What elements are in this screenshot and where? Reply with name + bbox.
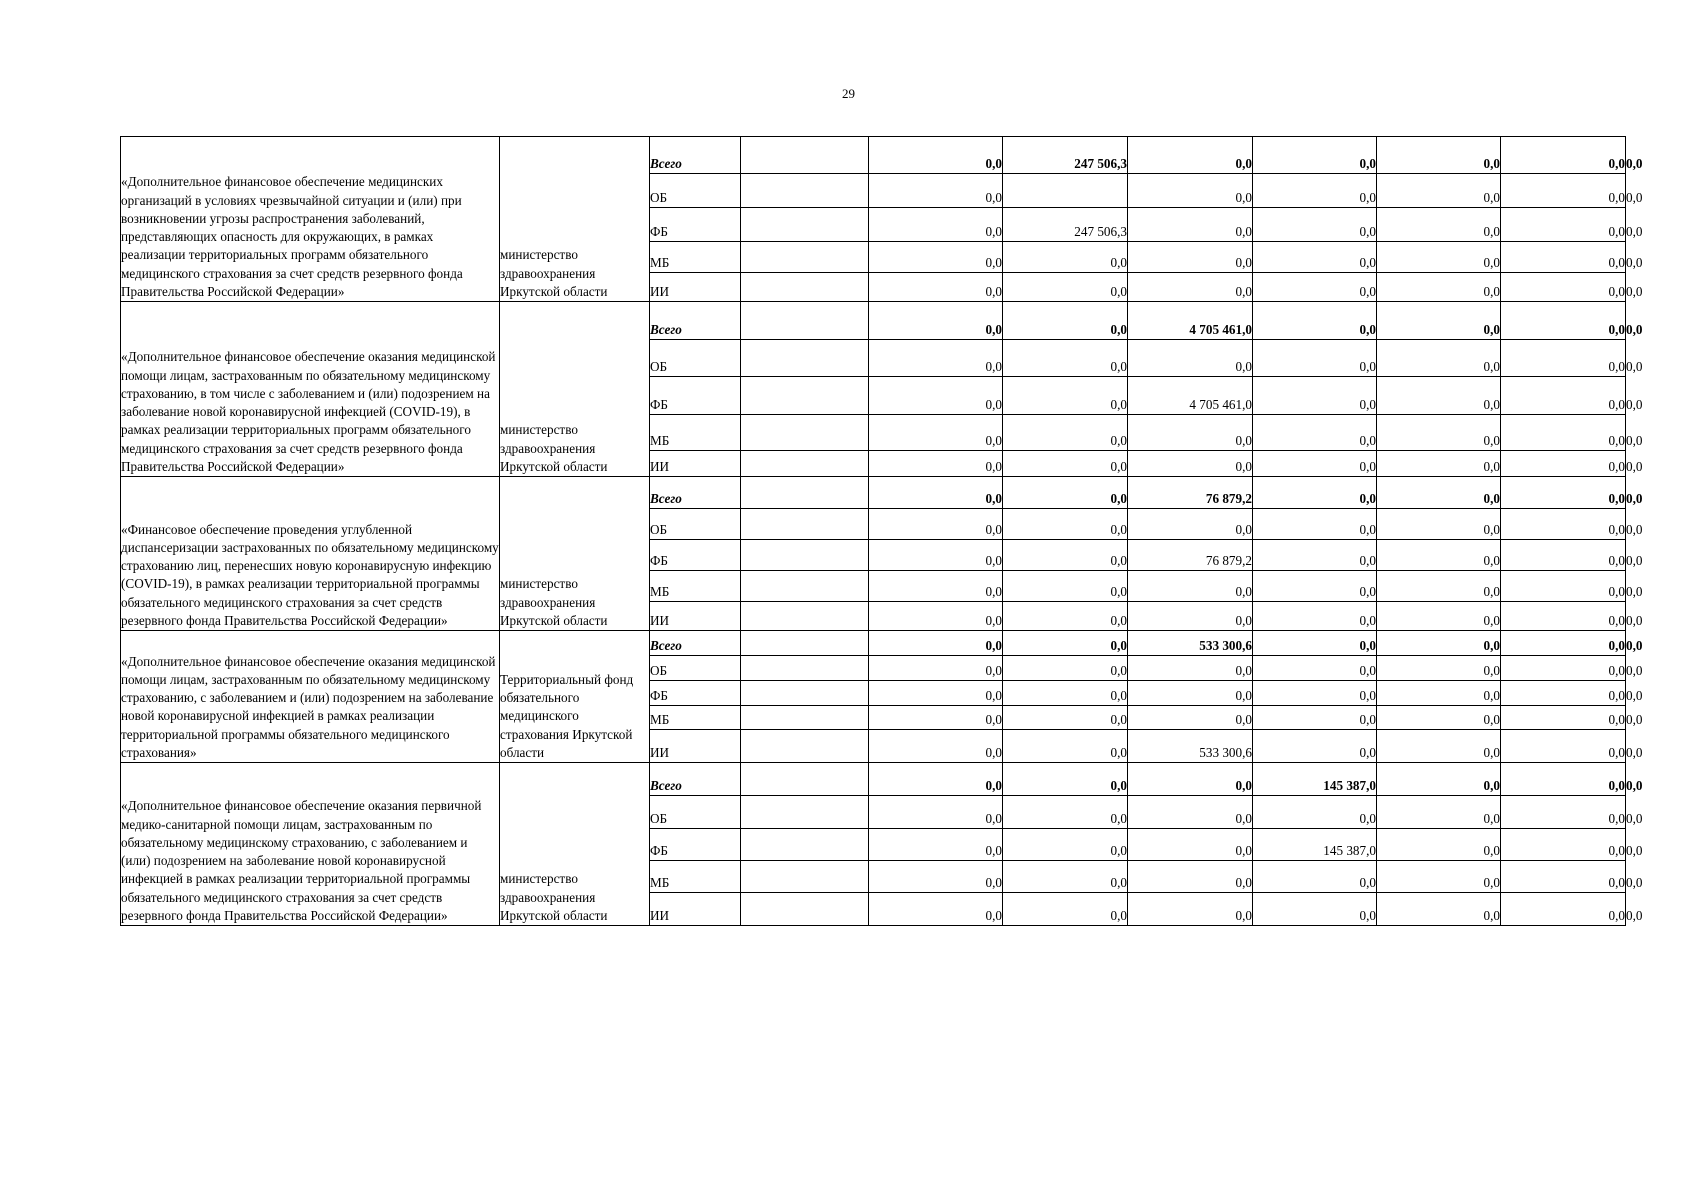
table-row: «Финансовое обеспечение проведения углубленной диспансеризации застрахованных по обязательному медицинскому страхованию лиц, перенесших новую коронавирусную инфекцию (COVID-19), в рамках реализации территориальной программы обязательного медицинского страхования за счет средств резервного фонда Правительства Российской Федерации» министерство здравоохранения Иркутской области Всего 0,0 0,0 76 879,2 0,0 0,0 0,0 0,0 bbox=[121, 477, 1626, 509]
funding-source: ИИ bbox=[650, 451, 741, 477]
amount-cell: 0,0 bbox=[1128, 861, 1253, 893]
amount-cell: 0,0 bbox=[1253, 540, 1377, 571]
table-row: ИИ 0,0 0,0 0,0 0,0 0,0 0,0 0,0 bbox=[121, 451, 1626, 477]
empty-cell bbox=[741, 477, 869, 509]
amount-cell: 0,0 bbox=[869, 540, 1003, 571]
amount-cell: 0,0 bbox=[1128, 208, 1253, 242]
amount-cell: 0,0 bbox=[1003, 540, 1128, 571]
amount-cell: 0,0 bbox=[1003, 861, 1128, 893]
empty-cell bbox=[741, 829, 869, 861]
funding-source: ОБ bbox=[650, 174, 741, 208]
amount-cell: 0,0 bbox=[1377, 706, 1501, 730]
funding-source: ОБ bbox=[650, 340, 741, 377]
amount-cell: 0,0 bbox=[1003, 763, 1128, 796]
table-row: МБ 0,0 0,0 0,0 0,0 0,0 0,0 0,0 bbox=[121, 706, 1626, 730]
table-row: ИИ 0,0 0,0 0,0 0,0 0,0 0,0 0,0 bbox=[121, 893, 1626, 926]
amount-cell: 0,0 bbox=[1003, 730, 1128, 763]
activity-description: «Финансовое обеспечение проведения углубленной диспансеризации застрахованных по обязательному медицинскому страхованию лиц, перенесших новую коронавирусную инфекцию (COVID-19), в рамках реализации территориальной программы обязательного медицинского страхования за счет средств резервного фонда Правительства Российской Федерации» bbox=[121, 477, 500, 631]
amount-cell: 0,0 bbox=[869, 509, 1003, 540]
amount-cell: 0,0 bbox=[1377, 340, 1501, 377]
amount-cell: 0,0 bbox=[1253, 302, 1377, 340]
amount-cell: 0,0 bbox=[1128, 451, 1253, 477]
amount-cell: 0,0 bbox=[1253, 656, 1377, 681]
table-row: ФБ 0,0 0,0 4 705 461,0 0,0 0,0 0,0 0,0 bbox=[121, 377, 1626, 415]
amount-cell: 0,0 bbox=[1501, 540, 1626, 571]
amount-cell: 0,0 bbox=[1128, 656, 1253, 681]
empty-cell bbox=[741, 242, 869, 273]
amount-cell: 0,0 bbox=[1253, 377, 1377, 415]
funding-source: Всего bbox=[650, 763, 741, 796]
table-row: ОБ 0,0 0,0 0,0 0,0 0,0 0,0 0,0 bbox=[121, 656, 1626, 681]
amount-cell: 0,0 bbox=[869, 602, 1003, 631]
amount-cell: 533 300,6 bbox=[1128, 730, 1253, 763]
amount-cell: 0,0 bbox=[1128, 571, 1253, 602]
amount-cell: 0,0 bbox=[1377, 451, 1501, 477]
activity-description: «Дополнительное финансовое обеспечение оказания медицинской помощи лицам, застрахованным по обязательному медицинскому страхованию, с заболеванием и (или) подозрением на заболевание новой коронавирусной инфекцией в рамках реализации территориальной программы обязательного медицинского страхования» bbox=[121, 631, 500, 763]
amount-cell: 145 387,0 bbox=[1253, 829, 1377, 861]
amount-cell: 0,0 bbox=[869, 631, 1003, 656]
amount-cell: 0,0 bbox=[869, 656, 1003, 681]
funding-source: ФБ bbox=[650, 540, 741, 571]
amount-cell: 0,0 bbox=[1003, 477, 1128, 509]
table-row: ОБ 0,0 0,0 0,0 0,0 0,0 0,0 0,0 bbox=[121, 796, 1626, 829]
amount-cell: 0,0 bbox=[1501, 302, 1626, 340]
amount-cell: 76 879,2 bbox=[1128, 540, 1253, 571]
amount-cell: 0,0 bbox=[1501, 571, 1626, 602]
activity-description: «Дополнительное финансовое обеспечение медицинских организаций в условиях чрезвычайной ситуации и (или) при возникновении угрозы распространения заболеваний, представляющих опасность для окружающих, в рамках реализации территориальных программ обязательного медицинского страхования за счет средств резервного фонда Правительства Российской Федерации» bbox=[121, 137, 500, 302]
amount-cell: 0,0 bbox=[1003, 656, 1128, 681]
funding-source: ФБ bbox=[650, 208, 741, 242]
amount-cell: 0,0 bbox=[869, 174, 1003, 208]
amount-cell: 0,0 bbox=[1253, 415, 1377, 451]
amount-cell: 0,0 bbox=[1501, 829, 1626, 861]
amount-cell: 0,0 bbox=[1377, 174, 1501, 208]
page-number: 29 bbox=[842, 86, 855, 101]
amount-cell: 0,0 bbox=[869, 137, 1003, 174]
amount-cell: 0,0 bbox=[1253, 730, 1377, 763]
amount-cell: 0,0 bbox=[1377, 509, 1501, 540]
funding-source: МБ bbox=[650, 706, 741, 730]
amount-cell: 0,0 bbox=[1003, 340, 1128, 377]
empty-cell bbox=[741, 137, 869, 174]
amount-cell: 0,0 bbox=[1501, 763, 1626, 796]
empty-cell bbox=[741, 631, 869, 656]
amount-cell: 0,0 bbox=[1377, 602, 1501, 631]
table-row: ИИ 0,0 0,0 0,0 0,0 0,0 0,0 0,0 bbox=[121, 602, 1626, 631]
amount-cell: 0,0 bbox=[1128, 706, 1253, 730]
amount-cell: 0,0 bbox=[869, 796, 1003, 829]
amount-cell: 0,0 bbox=[1377, 631, 1501, 656]
amount-cell: 533 300,6 bbox=[1128, 631, 1253, 656]
amount-cell: 0,0 bbox=[1501, 477, 1626, 509]
amount-cell: 0,0 bbox=[1501, 656, 1626, 681]
amount-cell: 0,0 bbox=[1003, 242, 1128, 273]
amount-cell: 0,0 bbox=[1501, 893, 1626, 926]
amount-cell: 0,0 bbox=[1377, 571, 1501, 602]
funding-source: ОБ bbox=[650, 509, 741, 540]
amount-cell: 0,0 bbox=[869, 273, 1003, 302]
amount-cell: 0,0 bbox=[1501, 681, 1626, 706]
amount-cell: 0,0 bbox=[1128, 829, 1253, 861]
amount-cell: 0,0 bbox=[1253, 137, 1377, 174]
amount-cell: 0,0 bbox=[1377, 829, 1501, 861]
amount-cell: 0,0 bbox=[1501, 730, 1626, 763]
amount-cell: 0,0 bbox=[1501, 415, 1626, 451]
amount-cell: 0,0 bbox=[869, 451, 1003, 477]
empty-cell bbox=[741, 602, 869, 631]
table-row: ФБ 0,0 0,0 76 879,2 0,0 0,0 0,0 0,0 bbox=[121, 540, 1626, 571]
amount-cell: 145 387,0 bbox=[1253, 763, 1377, 796]
empty-cell bbox=[741, 540, 869, 571]
amount-cell: 0,0 bbox=[1128, 681, 1253, 706]
amount-cell: 0,0 bbox=[1253, 242, 1377, 273]
amount-cell: 0,0 bbox=[1501, 509, 1626, 540]
empty-cell bbox=[741, 208, 869, 242]
amount-cell: 0,0 bbox=[869, 571, 1003, 602]
amount-cell: 4 705 461,0 bbox=[1128, 377, 1253, 415]
amount-cell: 0,0 bbox=[1253, 602, 1377, 631]
amount-cell: 0,0 bbox=[1003, 829, 1128, 861]
table-row: МБ 0,0 0,0 0,0 0,0 0,0 0,0 0,0 bbox=[121, 415, 1626, 451]
amount-cell: 0,0 bbox=[1003, 681, 1128, 706]
funding-source: ИИ bbox=[650, 273, 741, 302]
amount-cell: 0,0 bbox=[1253, 477, 1377, 509]
amount-cell: 0,0 bbox=[1377, 242, 1501, 273]
amount-cell: 0,0 bbox=[1377, 302, 1501, 340]
funding-source: ФБ bbox=[650, 829, 741, 861]
amount-cell: 0,0 bbox=[1377, 730, 1501, 763]
table-row: «Дополнительное финансовое обеспечение оказания медицинской помощи лицам, застрахованным по обязательному медицинскому страхованию, в том числе с заболеванием и (или) подозрением на заболевание новой коронавирусной инфекцией (COVID-19), в рамках реализации территориальных программ обязательного медицинского страхования за счет средств резервного фонда Правительства Российской Федерации» министерство здравоохранения Иркутской области Всего 0,0 0,0 4 705 461,0 0,0 0,0 0,0 0,0 bbox=[121, 302, 1626, 340]
table-row: МБ 0,0 0,0 0,0 0,0 0,0 0,0 0,0 bbox=[121, 861, 1626, 893]
amount-cell: 0,0 bbox=[1128, 602, 1253, 631]
amount-cell: 0,0 bbox=[869, 829, 1003, 861]
table-row: ОБ 0,0 0,0 0,0 0,0 0,0 0,0 bbox=[121, 174, 1626, 208]
funding-source: Всего bbox=[650, 137, 741, 174]
amount-cell: 0,0 bbox=[1128, 415, 1253, 451]
amount-cell: 0,0 bbox=[1253, 340, 1377, 377]
amount-cell: 0,0 bbox=[1253, 706, 1377, 730]
amount-cell bbox=[1003, 174, 1128, 208]
amount-cell: 0,0 bbox=[869, 861, 1003, 893]
amount-cell: 0,0 bbox=[869, 302, 1003, 340]
amount-cell: 0,0 bbox=[1377, 273, 1501, 302]
empty-cell bbox=[741, 861, 869, 893]
amount-cell: 0,0 bbox=[1253, 451, 1377, 477]
amount-cell: 0,0 bbox=[1501, 861, 1626, 893]
funding-source: ИИ bbox=[650, 602, 741, 631]
funding-source: Всего bbox=[650, 477, 741, 509]
amount-cell: 4 705 461,0 bbox=[1128, 302, 1253, 340]
amount-cell: 0,0 bbox=[1253, 571, 1377, 602]
empty-cell bbox=[741, 706, 869, 730]
funding-source: Всего bbox=[650, 302, 741, 340]
responsible-executor: министерство здравоохранения Иркутской области bbox=[500, 763, 650, 926]
amount-cell: 0,0 bbox=[1501, 706, 1626, 730]
amount-cell: 0,0 bbox=[1377, 540, 1501, 571]
amount-cell: 0,0 bbox=[1003, 602, 1128, 631]
amount-cell: 0,0 bbox=[869, 208, 1003, 242]
amount-cell: 0,0 bbox=[1377, 377, 1501, 415]
amount-cell: 0,0 bbox=[1003, 415, 1128, 451]
amount-cell: 0,0 bbox=[1003, 706, 1128, 730]
amount-cell: 0,0 bbox=[1501, 631, 1626, 656]
amount-cell: 0,0 bbox=[1128, 273, 1253, 302]
amount-cell: 0,0 bbox=[1501, 242, 1626, 273]
amount-cell: 0,0 bbox=[1501, 377, 1626, 415]
amount-cell: 0,0 bbox=[1003, 377, 1128, 415]
empty-cell bbox=[741, 415, 869, 451]
amount-cell: 0,0 bbox=[1003, 571, 1128, 602]
amount-cell: 0,0 bbox=[1377, 763, 1501, 796]
table-row: ОБ 0,0 0,0 0,0 0,0 0,0 0,0 0,0 bbox=[121, 509, 1626, 540]
amount-cell: 0,0 bbox=[1003, 796, 1128, 829]
amount-cell: 0,0 bbox=[1128, 174, 1253, 208]
amount-cell: 0,0 bbox=[1501, 451, 1626, 477]
amount-cell: 0,0 bbox=[1003, 509, 1128, 540]
amount-cell: 0,0 bbox=[1501, 340, 1626, 377]
empty-cell bbox=[741, 340, 869, 377]
amount-cell: 0,0 bbox=[1377, 137, 1501, 174]
amount-cell: 0,0 bbox=[869, 377, 1003, 415]
table-row: МБ 0,0 0,0 0,0 0,0 0,0 0,0 0,0 bbox=[121, 571, 1626, 602]
amount-cell: 0,0 bbox=[1501, 796, 1626, 829]
empty-cell bbox=[741, 656, 869, 681]
empty-cell bbox=[741, 509, 869, 540]
amount-cell: 0,0 bbox=[1003, 631, 1128, 656]
funding-source: Всего bbox=[650, 631, 741, 656]
table-row: ФБ 0,0 0,0 0,0 0,0 0,0 0,0 0,0 bbox=[121, 681, 1626, 706]
amount-cell: 0,0 bbox=[869, 706, 1003, 730]
amount-cell: 0,0 bbox=[1253, 861, 1377, 893]
amount-cell: 0,0 bbox=[1377, 656, 1501, 681]
amount-cell: 0,0 bbox=[1377, 796, 1501, 829]
responsible-executor: министерство здравоохранения Иркутской области bbox=[500, 137, 650, 302]
amount-cell: 0,0 bbox=[1377, 861, 1501, 893]
amount-cell: 0,0 bbox=[1377, 208, 1501, 242]
funding-source: ИИ bbox=[650, 893, 741, 926]
amount-cell: 0,0 bbox=[1377, 681, 1501, 706]
amount-cell: 0,0 bbox=[1128, 242, 1253, 273]
empty-cell bbox=[741, 893, 869, 926]
amount-cell: 0,0 bbox=[1253, 631, 1377, 656]
empty-cell bbox=[741, 730, 869, 763]
amount-cell: 0,0 bbox=[1501, 174, 1626, 208]
amount-cell: 0,0 bbox=[1501, 137, 1626, 174]
amount-cell: 0,0 bbox=[1377, 893, 1501, 926]
empty-cell bbox=[741, 302, 869, 340]
amount-cell: 0,0 bbox=[1501, 208, 1626, 242]
amount-cell: 0,0 bbox=[1501, 602, 1626, 631]
funding-source: МБ bbox=[650, 242, 741, 273]
amount-cell: 0,0 bbox=[1253, 509, 1377, 540]
funding-source: ИИ bbox=[650, 730, 741, 763]
amount-cell: 0,0 bbox=[869, 730, 1003, 763]
amount-cell: 247 506,3 bbox=[1003, 137, 1128, 174]
funding-source: ФБ bbox=[650, 681, 741, 706]
activity-description: «Дополнительное финансовое обеспечение оказания первичной медико-санитарной помощи лицам, застрахованным по обязательному медицинскому страхованию, с заболеванием и (или) подозрением на заболевание новой коронавирусной инфекцией в рамках реализации территориальной программы обязательного медицинского страхования за счет средств резервного фонда Правительства Российской Федерации» bbox=[121, 763, 500, 926]
amount-cell: 0,0 bbox=[1253, 208, 1377, 242]
amount-cell: 0,0 bbox=[1377, 415, 1501, 451]
responsible-executor: министерство здравоохранения Иркутской области bbox=[500, 477, 650, 631]
amount-cell: 0,0 bbox=[1003, 302, 1128, 340]
table-row: ОБ 0,0 0,0 0,0 0,0 0,0 0,0 0,0 bbox=[121, 340, 1626, 377]
amount-cell: 0,0 bbox=[869, 893, 1003, 926]
amount-cell: 0,0 bbox=[869, 242, 1003, 273]
table-row: ФБ 0,0 0,0 0,0 145 387,0 0,0 0,0 0,0 bbox=[121, 829, 1626, 861]
funding-source: ФБ bbox=[650, 377, 741, 415]
amount-cell: 0,0 bbox=[1501, 273, 1626, 302]
amount-cell: 0,0 bbox=[1128, 137, 1253, 174]
amount-cell: 0,0 bbox=[1003, 893, 1128, 926]
funding-source: МБ bbox=[650, 861, 741, 893]
amount-cell: 0,0 bbox=[1253, 681, 1377, 706]
amount-cell: 0,0 bbox=[1128, 893, 1253, 926]
amount-cell: 247 506,3 bbox=[1003, 208, 1128, 242]
responsible-executor: министерство здравоохранения Иркутской области bbox=[500, 302, 650, 477]
empty-cell bbox=[741, 273, 869, 302]
amount-cell: 0,0 bbox=[1128, 509, 1253, 540]
amount-cell: 0,0 bbox=[869, 763, 1003, 796]
funding-source: ОБ bbox=[650, 796, 741, 829]
funding-source: ОБ bbox=[650, 656, 741, 681]
amount-cell: 0,0 bbox=[1253, 174, 1377, 208]
funding-source: МБ bbox=[650, 571, 741, 602]
amount-cell: 0,0 bbox=[1128, 763, 1253, 796]
empty-cell bbox=[741, 451, 869, 477]
table-row: «Дополнительное финансовое обеспечение оказания медицинской помощи лицам, застрахованным по обязательному медицинскому страхованию, с заболеванием и (или) подозрением на заболевание новой коронавирусной инфекцией в рамках реализации территориальной программы обязательного медицинского страхования» Территориальный фонд обязательного медицинского страхования Иркутской области Всего 0,0 0,0 533 300,6 0,0 0,0 0,0 0,0 bbox=[121, 631, 1626, 656]
amount-cell: 76 879,2 bbox=[1128, 477, 1253, 509]
table-row: «Дополнительное финансовое обеспечение медицинских организаций в условиях чрезвычайной ситуации и (или) при возникновении угрозы распространения заболеваний, представляющих опасность для окружающих, в рамках реализации территориальных программ обязательного медицинского страхования за счет средств резервного фонда Правительства Российской Федерации» министерство здравоохранения Иркутской области Всего 0,0 247 506,3 0,0 0,0 0,0 0,0 0,0 bbox=[121, 137, 1626, 174]
funding-source: МБ bbox=[650, 415, 741, 451]
empty-cell bbox=[741, 763, 869, 796]
amount-cell: 0,0 bbox=[869, 477, 1003, 509]
amount-cell: 0,0 bbox=[869, 681, 1003, 706]
amount-cell: 0,0 bbox=[869, 415, 1003, 451]
empty-cell bbox=[741, 377, 869, 415]
empty-cell bbox=[741, 796, 869, 829]
amount-cell: 0,0 bbox=[1253, 273, 1377, 302]
amount-cell: 0,0 bbox=[869, 340, 1003, 377]
amount-cell: 0,0 bbox=[1253, 893, 1377, 926]
table-row: МБ 0,0 0,0 0,0 0,0 0,0 0,0 0,0 bbox=[121, 242, 1626, 273]
amount-cell: 0,0 bbox=[1128, 340, 1253, 377]
budget-table bbox=[120, 136, 1643, 926]
empty-cell bbox=[741, 571, 869, 602]
amount-cell: 0,0 bbox=[1128, 796, 1253, 829]
empty-cell bbox=[741, 174, 869, 208]
table-row: ИИ 0,0 0,0 0,0 0,0 0,0 0,0 0,0 bbox=[121, 273, 1626, 302]
table-row: ИИ 0,0 0,0 533 300,6 0,0 0,0 0,0 0,0 bbox=[121, 730, 1626, 763]
amount-cell: 0,0 bbox=[1003, 451, 1128, 477]
empty-cell bbox=[741, 681, 869, 706]
table-row: «Дополнительное финансовое обеспечение оказания первичной медико-санитарной помощи лицам, застрахованным по обязательному медицинскому страхованию, с заболеванием и (или) подозрением на заболевание новой коронавирусной инфекцией в рамках реализации территориальной программы обязательного медицинского страхования за счет средств резервного фонда Правительства Российской Федерации» министерство здравоохранения Иркутской области Всего 0,0 0,0 0,0 145 387,0 0,0 0,0 0,0 bbox=[121, 763, 1626, 796]
activity-description: «Дополнительное финансовое обеспечение оказания медицинской помощи лицам, застрахованным по обязательному медицинскому страхованию, в том числе с заболеванием и (или) подозрением на заболевание новой коронавирусной инфекцией (COVID-19), в рамках реализации территориальных программ обязательного медицинского страхования за счет средств резервного фонда Правительства Российской Федерации» bbox=[121, 302, 500, 477]
responsible-executor: Территориальный фонд обязательного медицинского страхования Иркутской области bbox=[500, 631, 650, 763]
amount-cell: 0,0 bbox=[1003, 273, 1128, 302]
table-row: ФБ 0,0 247 506,3 0,0 0,0 0,0 0,0 0,0 bbox=[121, 208, 1626, 242]
amount-cell: 0,0 bbox=[1253, 796, 1377, 829]
amount-cell: 0,0 bbox=[1377, 477, 1501, 509]
